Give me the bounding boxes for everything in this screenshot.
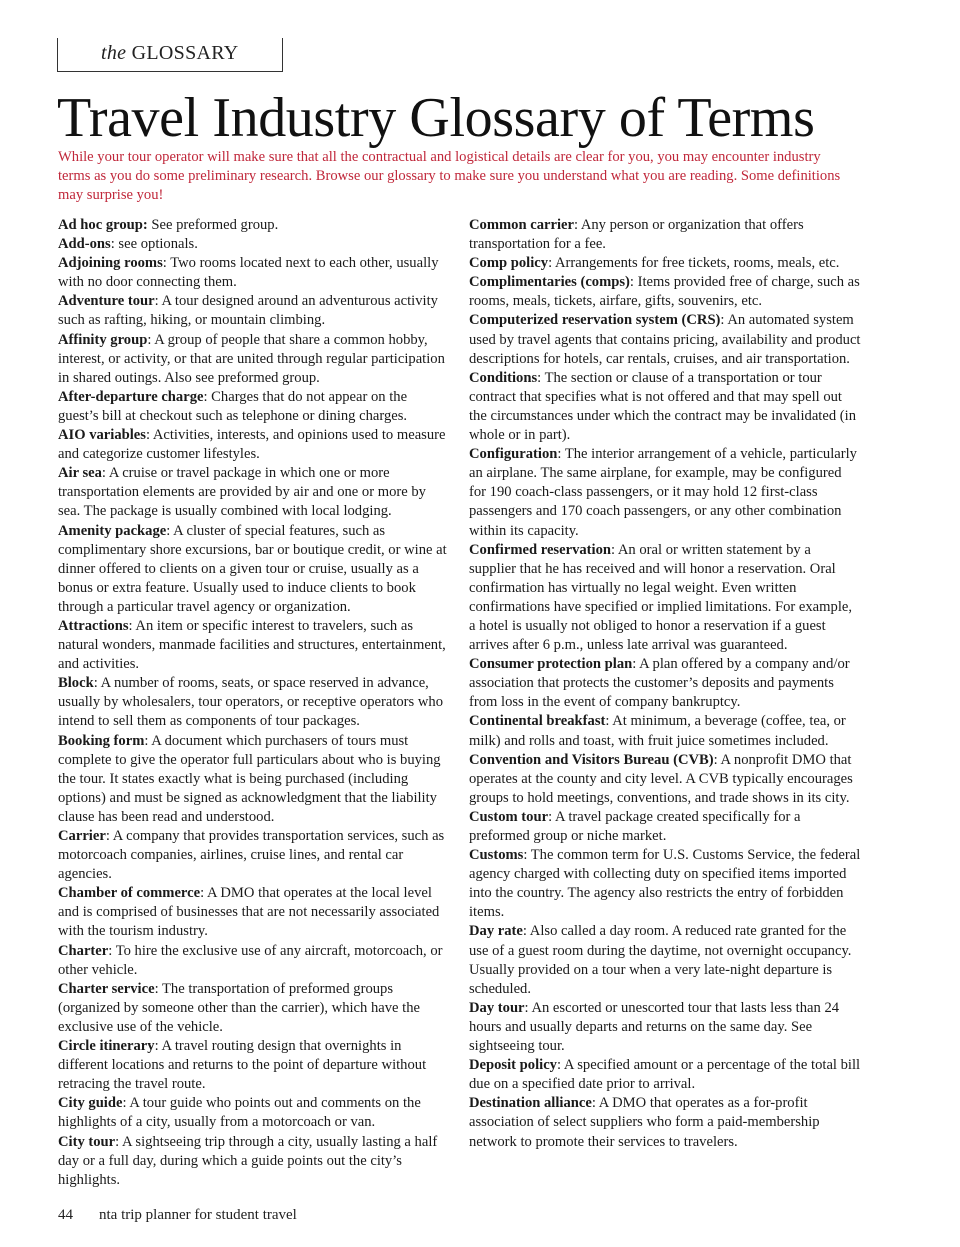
page-number: 44 [58,1207,73,1223]
glossary-definition: : A tour designed around an adventurous activity such as rafting, hiking, or mountain climbing. [58,293,438,329]
glossary-entry [469,922,861,998]
glossary-term: Block [58,675,94,692]
glossary-definition: : A DMO that operates as a for-profit association of select suppliers who form a paid-membership network to promote their services to travelers. [469,1095,820,1150]
glossary-entry [58,732,450,827]
glossary-entry [58,1037,450,1094]
glossary-entry [58,884,450,941]
glossary-term: Day tour [469,999,525,1016]
glossary-entry [469,541,861,656]
glossary-term: City guide [58,1095,123,1112]
glossary-definition: : Also called a day room. A reduced rate granted for the use of a guest room during the daytime, not overnight occupancy. Usually provided on a tour when a very late-night departure is scheduled. [469,923,852,997]
glossary-definition: : A travel package created specifically for a preformed group or niche market. [469,808,801,844]
glossary-entry [58,464,450,521]
glossary-term: AIO variables [58,427,146,444]
glossary-definition: : A specified amount or a percentage of the total bill due on a specified date prior to arrival. [469,1057,861,1093]
glossary-definition: : An item or specific interest to travelers, such as natural wonders, manmade facilities and structures, entertainment, and activities. [58,617,446,673]
glossary-entry [58,522,450,617]
glossary-definition: : Arrangements for free tickets, rooms, meals, etc. [548,255,840,272]
glossary-entry [58,674,450,731]
glossary-definition: : A cluster of special features, such as complimentary shore excursions, bar or boutique credit, or wine at dinner offered to clients on a given tour or cruise, usually as a bonus or extra feature. Usually used to induce clients to book through a particular travel agency or organization. [58,522,447,615]
page-title: Travel Industry Glossary of Terms [57,87,815,149]
glossary-definition: : A sightseeing trip through a city, usually lasting a half day or a full day, during which a guide points out the city’s highlights. [58,1133,438,1188]
glossary-term: Custom tour [469,808,549,825]
glossary-entry [58,617,450,674]
glossary-definition: See preformed group. [147,217,279,233]
glossary-definition: : Charges that do not appear on the guest’s bill at checkout such as telephone or dining charges. [58,388,408,424]
glossary-definition: : A company that provides transportation services, such as motorcoach companies, airlines, cruise lines, and rental car agencies. [58,828,445,883]
glossary-definition: : A document which purchasers of tours must complete to give the operator full particulars about who is buying the tour. It states exactly what is being purchased (including options) and must be signed as acknowledgment that the liability clause has been read and understood. [58,732,441,825]
glossary-entry [58,388,450,426]
glossary-entry [469,751,861,808]
glossary-term: Conditions [469,369,538,386]
glossary-term: After-departure charge [58,388,204,405]
glossary-term: Customs [469,847,524,864]
glossary-term: Confirmed reservation [469,541,611,558]
glossary-term: Destination alliance [469,1095,592,1112]
glossary-entry [58,216,450,235]
glossary-entry [58,1094,450,1132]
glossary-term: Carrier [58,828,106,844]
glossary-entry [58,292,450,330]
glossary-entry [58,942,450,980]
glossary-entry [469,216,861,254]
glossary-entry [469,712,861,750]
glossary-term: Charter service [58,980,155,997]
glossary-definition: : The common term for U.S. Customs Service, the federal agency charged with collecting duty on specified items imported into the country. The agency also restricts the entry of forbidden items. [469,847,861,921]
glossary-entry [469,999,861,1056]
glossary-entry [469,445,861,540]
glossary-entry [469,273,861,311]
glossary-entry [469,846,861,922]
section-tab-label [101,42,239,65]
glossary-term: Affinity group [58,331,148,348]
glossary-term: Computerized reservation system (CRS) [469,312,721,329]
glossary-term: Adventure tour [58,293,155,310]
glossary-definition: : Two rooms located next to each other, usually with no door connecting them. [58,255,439,291]
glossary-entry [58,426,450,464]
glossary-term: Configuration [469,446,558,463]
glossary-definition: : At minimum, a beverage (coffee, tea, or milk) and rolls and toast, with fruit juice sometimes included. [469,713,846,749]
glossary-term: City tour [58,1133,116,1150]
glossary-term: Day rate [469,923,523,940]
glossary-term: Booking form [58,732,145,749]
glossary-entry [469,808,861,846]
section-tab [57,38,283,72]
intro-paragraph: While your tour operator will make sure that all the contractual and logistical details are clear for you, you may encounter industry terms as you do some preliminary research. Browse our glossary to make sure you understand what you are reading. Some definitions may surprise you! [58,149,841,203]
glossary-term: Common carrier [469,217,574,233]
glossary-definition: : A DMO that operates at the local level and is comprised of businesses that are not necessarily associated with the tourism industry. [58,885,440,940]
glossary-definition: : The interior arrangement of a vehicle, particularly an airplane. The same airplane, for example, may be configured for 190 coach-class passengers, or it may hold 12 first-class passengers and 170 coach passengers, or any other combination within its capacity. [469,446,857,539]
page-footer [58,1207,297,1224]
glossary-entry [469,254,861,273]
glossary-entry [469,369,861,445]
glossary-definition: : The section or clause of a transportation or tour contract that specifies what is not offered and that may spell out the circumstances under which the contract may be invalidated (in whole or in part). [469,369,856,444]
glossary-definition: : A travel routing design that overnights in different locations and returns to the point of departure without retracing the travel route. [58,1038,427,1093]
glossary-term: Convention and Visitors Bureau (CVB) [469,751,714,768]
glossary-definition: : A number of rooms, seats, or space reserved in advance, usually by wholesalers, tour operators, or receptive operators who intend to sell them as components of tour packages. [58,675,443,730]
glossary-term: Add-ons [58,236,111,253]
glossary-definition: : A group of people that share a common hobby, interest, or activity, or that are united through regular participation in shared outings. Also see preformed group. [58,331,445,386]
glossary-column-left [58,216,450,1190]
glossary-definition: : Any person or organization that offers transportation for a fee. [469,217,804,253]
section-tab-name: GLOSSARY [131,42,239,64]
glossary-definition: : A cruise or travel package in which one or more transportation elements are provided by air and one or more by sea. The package is usually combined with local lodging. [58,465,426,520]
glossary-definition: : An escorted or unescorted tour that lasts less than 24 hours and usually departs and returns on the same day. See sightseeing tour. [469,999,840,1055]
glossary-entry [469,655,861,712]
glossary-definition: : The transportation of preformed groups (organized by someone other than the carrier), which have the exclusive use of the vehicle. [58,980,420,1035]
glossary-term: Continental breakfast [469,713,606,730]
glossary-entry [58,235,450,254]
section-tab-the: the [101,42,127,64]
glossary-definition: : A nonprofit DMO that operates at the county and city level. A CVB typically encourages groups to hold meetings, conventions, and trade shows in its city. [469,751,853,806]
glossary-entry [58,980,450,1037]
glossary-term: Adjoining rooms [58,255,163,272]
glossary-entry [469,1094,861,1151]
glossary-term: Charter [58,942,109,959]
glossary-entry [58,254,450,292]
glossary-definition: : To hire the exclusive use of any aircraft, motorcoach, or other vehicle. [58,942,443,978]
glossary-term: Complimentaries (comps) [469,274,630,291]
glossary-term: Deposit policy [469,1057,557,1074]
glossary-definition: : A plan offered by a company and/or association that protects the customer’s deposits and payments from loss in the event of company bankruptcy. [469,656,850,711]
glossary-term: Comp policy [469,255,549,272]
glossary-term: Circle itinerary [58,1038,155,1055]
glossary-entry [469,1056,861,1094]
glossary-definition: : Items provided free of charge, such as rooms, meals, tickets, airfare, gifts, souvenirs, etc. [469,274,860,310]
glossary-entry [58,1133,450,1190]
glossary-definition: : Activities, interests, and opinions used to measure and categorize customer lifestyles. [58,427,446,463]
glossary-term: Amenity package [58,522,167,539]
glossary-column-right [469,216,861,1152]
glossary-term: Attractions [58,617,129,634]
glossary-definition: : An oral or written statement by a supplier that he has received and will honor a reservation. Oral confirmation has virtually no legal weight. Even written confirmations have specified or implied limitations. For example, a hotel is usually not obliged to honor a reservation if a guest arrives after 6 p.m., unless late arrival was guaranteed. [469,541,852,654]
glossary-definition: : A tour guide who points out and comments on the highlights of a city, usually from a motorcoach or van. [58,1095,421,1131]
glossary-term: Air sea [58,465,102,482]
glossary-definition: : see optionals. [110,236,198,253]
publication-name: nta trip planner for student travel [99,1207,297,1223]
glossary-entry [58,331,450,388]
glossary-entry [469,311,861,368]
glossary-term: Chamber of commerce [58,885,201,902]
glossary-definition: : An automated system used by travel agents that contains pricing, availability and product descriptions for hotels, car rentals, cruises, and air transportation. [469,312,861,367]
glossary-term: Ad hoc group: [58,217,148,233]
glossary-term: Consumer protection plan [469,656,633,673]
glossary-entry [58,827,450,884]
